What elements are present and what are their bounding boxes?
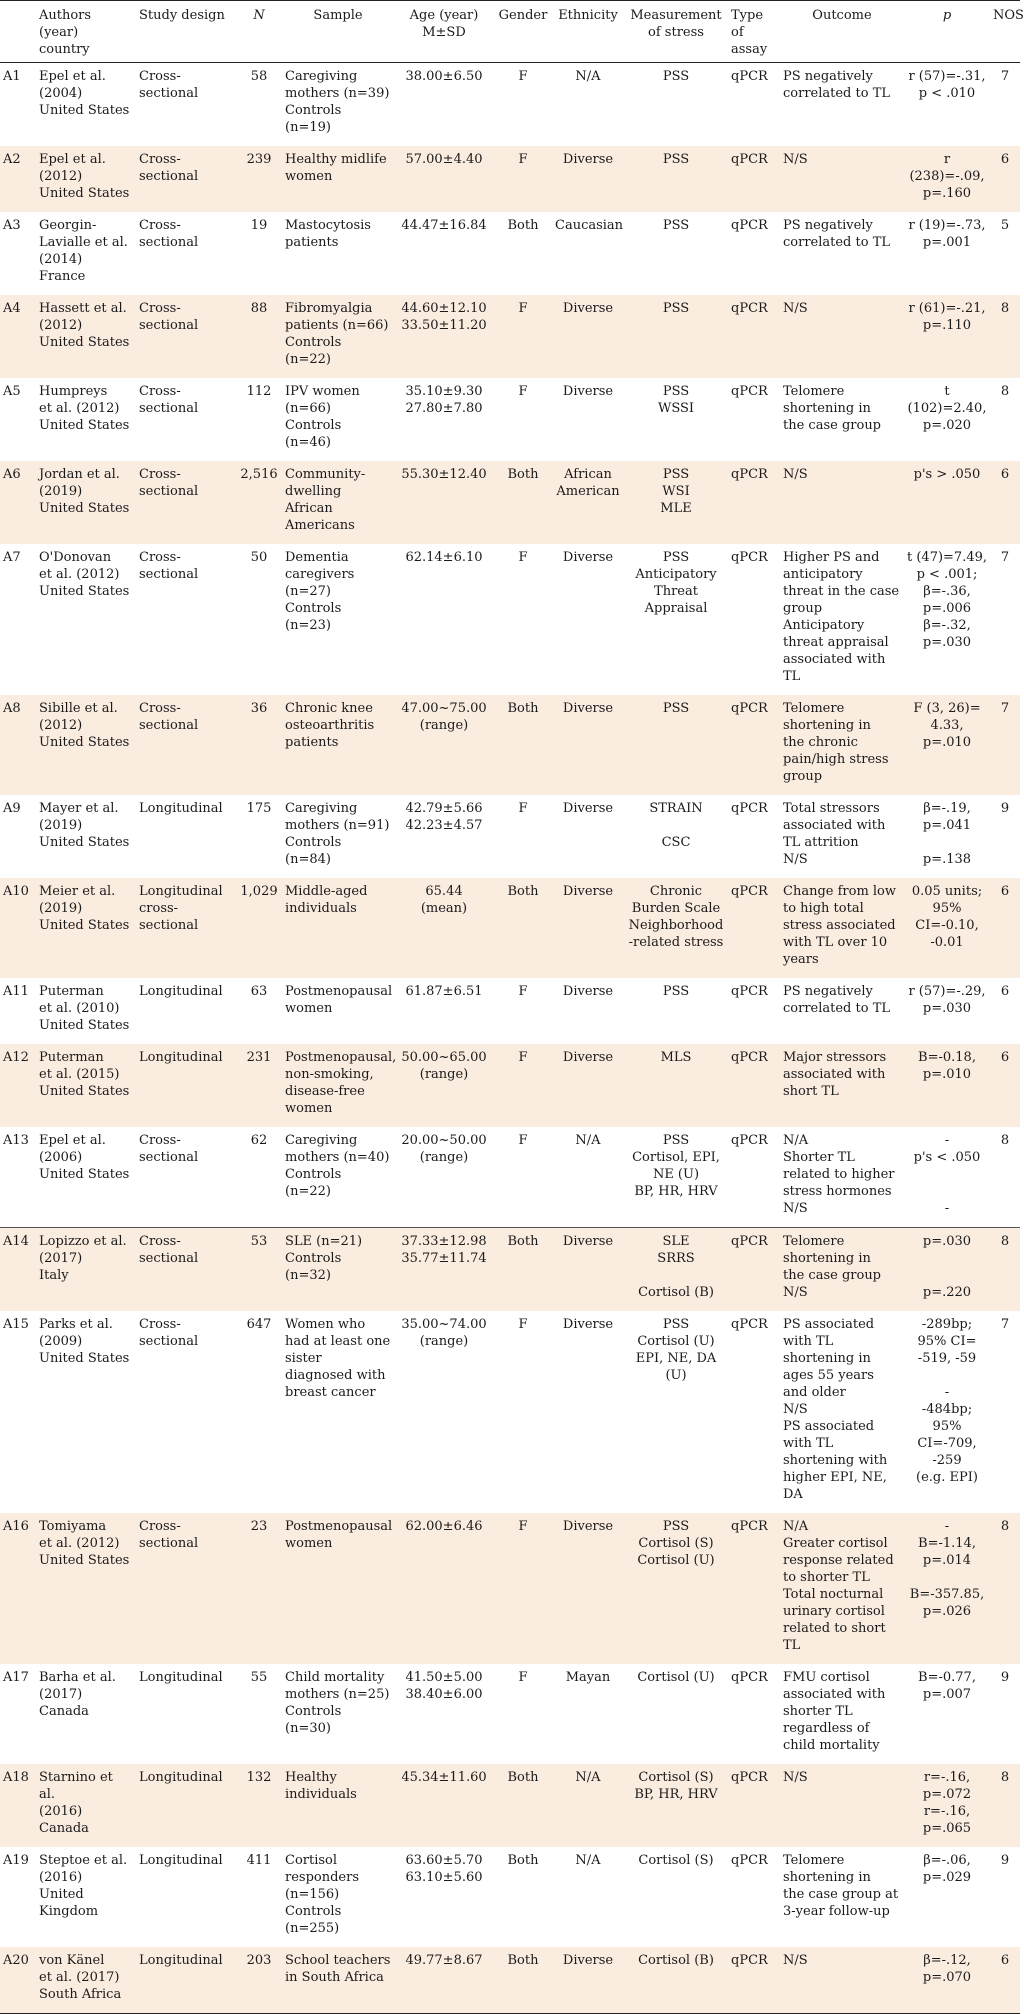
cell-p-value: 0.05 units; 95% CI=-0.10, -0.01 xyxy=(904,878,990,978)
cell-sample-size: 175 xyxy=(246,801,272,816)
table-row xyxy=(0,212,1020,295)
cell-authors: Epel et al. (2012) United States xyxy=(36,146,136,212)
cell-sample-size: 231 xyxy=(236,1044,282,1127)
cell-stress-measure: PSS xyxy=(624,146,728,212)
header-id xyxy=(0,1,36,63)
cell-sample: Mastocytosis patients xyxy=(285,218,371,250)
cell-sample-size: 2,516 xyxy=(236,461,282,544)
cell-gender: F xyxy=(518,550,528,565)
cell-nos-score: 7 xyxy=(1000,550,1010,565)
cell-ethnicity: Diverse xyxy=(552,146,624,212)
header-p: p xyxy=(904,1,990,63)
table-row xyxy=(0,146,1020,212)
cell-authors: Sibille et al. (2012) United States xyxy=(36,695,136,795)
cell-stress-measure: Cortisol (B) xyxy=(624,1947,728,2014)
cell-p-value: p=.030 p=.220 xyxy=(904,1228,990,1312)
cell-outcome: Higher PS and anticipatory threat in the case group Anticipatory threat appraisal associated with TL xyxy=(783,550,900,684)
cell-gender: Both xyxy=(494,1228,552,1312)
cell-age: 55.30±12.40 xyxy=(394,461,494,544)
cell-ethnicity: Diverse xyxy=(552,878,624,978)
cell-study-design: Longitudinal xyxy=(136,1764,236,1847)
cell-assay-type: qPCR xyxy=(728,1947,780,2014)
cell-gender: F xyxy=(494,295,552,378)
table-row xyxy=(0,978,1020,1044)
cell-p-value: r=-.16, p=.072 r=-.16, p=.065 xyxy=(904,1764,990,1847)
cell-sample-size: 63 xyxy=(250,984,268,999)
cell-p-value: r (57)=-.29, p=.030 xyxy=(908,984,986,1016)
cell-study-id: A11 xyxy=(3,984,29,999)
cell-nos-score: 7 xyxy=(1000,69,1010,84)
header-authors: Authors (year) country xyxy=(36,1,136,63)
cell-study-design: Longitudinal xyxy=(139,1670,223,1685)
cell-nos-score: 6 xyxy=(990,1947,1020,2014)
cell-ethnicity: Caucasian xyxy=(555,218,624,233)
cell-age: 45.34±11.60 xyxy=(394,1764,494,1847)
cell-outcome: Total stressors associated with TL attrition N/S xyxy=(783,801,886,867)
cell-study-id: A1 xyxy=(3,69,21,84)
cell-authors: Barha et al. (2017) Canada xyxy=(39,1670,116,1719)
cell-nos-score: 6 xyxy=(1000,984,1010,999)
cell-nos-score: 6 xyxy=(990,878,1020,978)
cell-age: 62.00±6.46 xyxy=(394,1513,494,1664)
table-row xyxy=(0,544,1020,695)
cell-stress-measure: PSS xyxy=(662,218,690,233)
cell-study-id: A8 xyxy=(0,695,36,795)
cell-authors: Puterman et al. (2010) United States xyxy=(39,984,130,1033)
cell-outcome: N/A Greater cortisol response related to shorter TL Total nocturnal urinary cortisol related to short TL xyxy=(780,1513,904,1664)
cell-sample-size: 239 xyxy=(236,146,282,212)
cell-gender: F xyxy=(518,801,528,816)
cell-stress-measure: PSS Cortisol (U) EPI, NE, DA (U) xyxy=(635,1317,717,1383)
cell-assay-type: qPCR xyxy=(728,1513,780,1664)
cell-ethnicity: Diverse xyxy=(562,1317,614,1332)
table-row xyxy=(0,63,1020,147)
cell-sample-size: 36 xyxy=(236,695,282,795)
cell-sample: Cortisol responders (n=156) Controls (n=255) xyxy=(285,1853,360,1936)
cell-assay-type: qPCR xyxy=(728,1044,780,1127)
header-nos: NOS xyxy=(990,1,1020,63)
cell-authors: Epel et al. (2006) United States xyxy=(39,1133,130,1182)
cell-study-design: Cross- sectional xyxy=(139,1317,199,1349)
cell-study-design: Longitudinal xyxy=(136,1947,236,2014)
cell-gender: F xyxy=(518,69,528,84)
cell-sample: Caregiving mothers (n=40) Controls (n=22) xyxy=(285,1133,390,1199)
cell-outcome: N/S xyxy=(780,146,904,212)
cell-age: 65.44 (mean) xyxy=(394,878,494,978)
cell-study-id: A16 xyxy=(0,1513,36,1664)
table-row xyxy=(0,1664,1020,1764)
cell-authors: Puterman et al. (2015) United States xyxy=(36,1044,136,1127)
cell-age: 47.00~75.00 (range) xyxy=(394,695,494,795)
cell-assay-type: qPCR xyxy=(731,218,768,233)
cell-authors: von Känel et al. (2017) South Africa xyxy=(36,1947,136,2014)
cell-study-id: A17 xyxy=(3,1670,29,1685)
cell-study-design: Cross- sectional xyxy=(139,69,199,101)
cell-stress-measure: PSS xyxy=(624,695,728,795)
cell-sample-size: 50 xyxy=(250,550,268,565)
cell-p-value: r (19)=-.73, p=.001 xyxy=(908,218,986,250)
cell-stress-measure: PSS Anticipatory Threat Appraisal xyxy=(635,550,717,616)
cell-sample: School teachers in South Africa xyxy=(282,1947,394,2014)
cell-p-value: r (61)=-.21, p=.110 xyxy=(904,295,990,378)
cell-age: 44.60±12.10 33.50±11.20 xyxy=(394,295,494,378)
table-row xyxy=(0,461,1020,544)
cell-ethnicity: Diverse xyxy=(562,550,614,565)
cell-sample: Community- dwelling African Americans xyxy=(282,461,394,544)
cell-outcome: N/S xyxy=(780,1947,904,2014)
cell-study-id: A13 xyxy=(3,1133,29,1148)
header-outcome: Outcome xyxy=(780,1,904,63)
cell-age: 63.60±5.70 63.10±5.60 xyxy=(405,1853,483,1885)
cell-study-id: A20 xyxy=(0,1947,36,2014)
table-row xyxy=(0,1764,1020,1847)
cell-nos-score: 8 xyxy=(990,1764,1020,1847)
cell-ethnicity: N/A xyxy=(575,1853,601,1868)
cell-age: 44.47±16.84 xyxy=(401,218,487,233)
cell-age: 42.79±5.66 42.23±4.57 xyxy=(405,801,483,833)
cell-sample-size: 19 xyxy=(250,218,268,233)
cell-study-design: Longitudinal xyxy=(139,801,223,816)
cell-gender: F xyxy=(518,1317,528,1332)
cell-sample-size: 112 xyxy=(246,384,272,399)
cell-study-id: A2 xyxy=(0,146,36,212)
cell-p-value: β=-.06, p=.029 xyxy=(922,1853,972,1885)
cell-sample: Dementia caregivers (n=27) Controls (n=23) xyxy=(285,550,355,633)
cell-sample-size: 62 xyxy=(250,1133,268,1148)
cell-p-value: β=-.12, p=.070 xyxy=(904,1947,990,2014)
table-row xyxy=(0,1947,1020,2014)
cell-ethnicity: African American xyxy=(552,461,624,544)
cell-ethnicity: Diverse xyxy=(562,384,614,399)
cell-nos-score: 8 xyxy=(1000,384,1010,399)
cell-study-design: Cross- sectional xyxy=(139,550,199,582)
header-age: Age (year) M±SD xyxy=(394,1,494,63)
cell-sample: Women who had at least one sister diagnosed with breast cancer xyxy=(285,1317,391,1400)
cell-ethnicity: Mayan xyxy=(565,1670,611,1685)
cell-gender: Both xyxy=(494,461,552,544)
table-row xyxy=(0,1847,1020,1947)
cell-ethnicity: Diverse xyxy=(552,1044,624,1127)
table-body xyxy=(0,63,1020,2014)
cell-outcome: PS negatively correlated to TL xyxy=(783,218,890,250)
cell-outcome: Telomere shortening in the case group xyxy=(783,384,882,433)
cell-sample: Healthy individuals xyxy=(282,1764,394,1847)
cell-nos-score: 8 xyxy=(990,295,1020,378)
cell-authors: Humpreys et al. (2012) United States xyxy=(39,384,130,433)
cell-ethnicity: N/A xyxy=(575,1133,601,1148)
cell-p-value: - B=-1.14, p=.014 B=-357.85, p=.026 xyxy=(904,1513,990,1664)
cell-age: 37.33±12.98 35.77±11.74 xyxy=(394,1228,494,1312)
cell-study-design: Cross- sectional xyxy=(139,384,199,416)
header-sample: Sample xyxy=(282,1,394,63)
table-row xyxy=(0,1228,1020,1312)
cell-nos-score: 8 xyxy=(990,1513,1020,1664)
cell-assay-type: qPCR xyxy=(728,878,780,978)
cell-study-design: Cross- sectional xyxy=(136,1228,236,1312)
cell-sample-size: 58 xyxy=(250,69,268,84)
cell-age: 41.50±5.00 38.40±6.00 xyxy=(405,1670,483,1702)
cell-sample: Middle-aged individuals xyxy=(282,878,394,978)
cell-sample-size: 647 xyxy=(246,1317,272,1332)
cell-gender: F xyxy=(518,1670,528,1685)
cell-study-design: Cross- sectional xyxy=(136,295,236,378)
cell-outcome: PS associated with TL shortening in ages 55 years and older N/S PS associated with TL shortening with higher EPI, NE, DA xyxy=(783,1317,888,1502)
cell-sample: Postmenopausal women xyxy=(285,984,393,1016)
cell-outcome: N/S xyxy=(780,1764,904,1847)
cell-study-id: A10 xyxy=(0,878,36,978)
cell-gender: F xyxy=(518,384,528,399)
cell-age: 20.00~50.00 (range) xyxy=(401,1133,487,1165)
cell-assay-type: qPCR xyxy=(728,461,780,544)
cell-outcome: N/A Shorter TL related to higher stress hormones N/S xyxy=(783,1133,895,1216)
cell-sample-size: 88 xyxy=(236,295,282,378)
cell-age: 50.00~65.00 (range) xyxy=(394,1044,494,1127)
cell-assay-type: qPCR xyxy=(728,1764,780,1847)
cell-nos-score: 6 xyxy=(990,146,1020,212)
cell-study-design: Longitudinal xyxy=(139,1853,223,1868)
cell-authors: Jordan et al. (2019) United States xyxy=(36,461,136,544)
cell-assay-type: qPCR xyxy=(731,384,768,399)
cell-age: 61.87±6.51 xyxy=(405,984,483,999)
cell-p-value: β=-.19, p=.041 p=.138 xyxy=(922,801,972,867)
cell-age: 62.14±6.10 xyxy=(405,550,483,565)
cell-assay-type: qPCR xyxy=(731,1317,768,1332)
cell-study-id: A5 xyxy=(3,384,21,399)
cell-outcome: PS negatively correlated to TL xyxy=(783,984,890,1016)
cell-nos-score: 9 xyxy=(1000,1670,1010,1685)
cell-authors: Hassett et al. (2012) United States xyxy=(36,295,136,378)
cell-gender: F xyxy=(494,1513,552,1664)
cell-stress-measure: PSS xyxy=(624,295,728,378)
cell-gender: Both xyxy=(494,1764,552,1847)
header-design: Study design xyxy=(136,1,236,63)
cell-sample-size: 23 xyxy=(236,1513,282,1664)
cell-p-value: r (57)=-.31, p < .010 xyxy=(908,69,986,101)
cell-stress-measure: MLS xyxy=(624,1044,728,1127)
cell-nos-score: 9 xyxy=(1000,1853,1010,1868)
cell-ethnicity: Diverse xyxy=(552,1513,624,1664)
cell-nos-score: 6 xyxy=(990,461,1020,544)
cell-assay-type: qPCR xyxy=(731,1133,768,1148)
cell-p-value: - p's < .050 - xyxy=(913,1133,981,1216)
cell-study-id: A14 xyxy=(0,1228,36,1312)
cell-sample-size: 132 xyxy=(236,1764,282,1847)
cell-ethnicity: N/A xyxy=(575,69,601,84)
cell-assay-type: qPCR xyxy=(731,801,768,816)
cell-nos-score: 6 xyxy=(990,1044,1020,1127)
cell-sample-size: 1,029 xyxy=(236,878,282,978)
cell-ethnicity: Diverse xyxy=(562,801,614,816)
cell-study-id: A15 xyxy=(3,1317,29,1332)
cell-study-id: A4 xyxy=(0,295,36,378)
cell-authors: Mayer et al. (2019) United States xyxy=(39,801,130,850)
cell-stress-measure: PSS xyxy=(662,69,690,84)
cell-p-value: t (102)=2.40, p=.020 xyxy=(907,384,987,433)
header-assay: Type of assay xyxy=(728,1,780,63)
cell-study-id: A9 xyxy=(3,801,21,816)
cell-study-id: A18 xyxy=(0,1764,36,1847)
cell-age: 35.10±9.30 27.80±7.80 xyxy=(405,384,483,416)
cell-sample: Caregiving mothers (n=91) Controls (n=84) xyxy=(285,801,390,867)
cell-gender: F xyxy=(494,146,552,212)
cell-sample: Postmenopausal women xyxy=(282,1513,394,1664)
table-row xyxy=(0,1513,1020,1664)
header-row xyxy=(0,1,1020,63)
cell-nos-score: 7 xyxy=(1000,1317,1010,1332)
cell-study-design: Cross- sectional xyxy=(136,146,236,212)
cell-study-design: Longitudinal xyxy=(139,984,223,999)
cell-study-id: A19 xyxy=(3,1853,29,1868)
cell-p-value: B=-0.77, p=.007 xyxy=(918,1670,976,1702)
cell-stress-measure: Chronic Burden Scale Neighborhood -related stress xyxy=(624,878,728,978)
cell-assay-type: qPCR xyxy=(731,69,768,84)
cell-assay-type: qPCR xyxy=(731,984,768,999)
table-row xyxy=(0,295,1020,378)
cell-study-design: Cross- sectional xyxy=(139,1133,199,1165)
cell-sample-size: 411 xyxy=(246,1853,272,1868)
cell-authors: Georgin- Lavialle et al. (2014) France xyxy=(39,218,128,284)
table-row xyxy=(0,1044,1020,1127)
cell-ethnicity: Diverse xyxy=(552,1947,624,2014)
cell-sample: Postmenopausal, non-smoking, disease-free women xyxy=(282,1044,394,1127)
cell-authors: Parks et al. (2009) United States xyxy=(39,1317,130,1366)
cell-study-id: A7 xyxy=(3,550,21,565)
cell-stress-measure: PSS WSSI xyxy=(657,384,695,416)
cell-outcome: N/S xyxy=(780,295,904,378)
cell-sample-size: 203 xyxy=(236,1947,282,2014)
cell-assay-type: qPCR xyxy=(728,695,780,795)
header-gender: Gender xyxy=(494,1,552,63)
cell-outcome: Major stressors associated with short TL xyxy=(780,1044,904,1127)
cell-ethnicity: Diverse xyxy=(562,984,614,999)
cell-study-design: Cross- sectional xyxy=(139,218,199,250)
cell-study-id: A3 xyxy=(3,218,21,233)
cell-sample: IPV women (n=66) Controls (n=46) xyxy=(285,384,360,450)
cell-assay-type: qPCR xyxy=(731,550,768,565)
cell-gender: F xyxy=(518,1133,528,1148)
table-row xyxy=(0,1127,1020,1228)
cell-assay-type: qPCR xyxy=(728,146,780,212)
cell-gender: Both xyxy=(494,695,552,795)
table-row xyxy=(0,1311,1020,1513)
cell-nos-score: 8 xyxy=(990,1228,1020,1312)
cell-age: 38.00±6.50 xyxy=(405,69,483,84)
cell-gender: F xyxy=(494,1044,552,1127)
cell-outcome: PS negatively correlated to TL xyxy=(783,69,890,101)
header-ethnicity: Ethnicity xyxy=(552,1,624,63)
cell-stress-measure: SLE SRRS Cortisol (B) xyxy=(624,1228,728,1312)
cell-nos-score: 5 xyxy=(1000,218,1010,233)
cell-p-value: B=-0.18, p=.010 xyxy=(904,1044,990,1127)
cell-authors: Tomiyama et al. (2012) United States xyxy=(36,1513,136,1664)
cell-gender: F xyxy=(518,984,528,999)
cell-authors: Epel et al. (2004) United States xyxy=(39,69,130,118)
cell-authors: Steptoe et al. (2016) United Kingdom xyxy=(39,1853,128,1919)
cell-gender: Both xyxy=(507,1853,539,1868)
cell-age: 35.00~74.00 (range) xyxy=(401,1317,487,1349)
header-measurement: Measurement of stress xyxy=(624,1,728,63)
cell-authors: Meier et al. (2019) United States xyxy=(36,878,136,978)
cell-assay-type: qPCR xyxy=(728,295,780,378)
cell-outcome: Telomere shortening in the case group N/S xyxy=(780,1228,904,1312)
cell-study-id: A6 xyxy=(0,461,36,544)
cell-assay-type: qPCR xyxy=(731,1853,768,1868)
cell-study-design: Longitudinal cross- sectional xyxy=(136,878,236,978)
header-n: N xyxy=(236,1,282,63)
cell-age: 49.77±8.67 xyxy=(394,1947,494,2014)
cell-sample: Child mortality mothers (n=25) Controls (n=30) xyxy=(285,1670,390,1736)
cell-gender: Both xyxy=(494,878,552,978)
cell-p-value: F (3, 26)= 4.33, p=.010 xyxy=(904,695,990,795)
cell-stress-measure: PSS Cortisol (S) Cortisol (U) xyxy=(624,1513,728,1664)
cell-p-value: r (238)=-.09, p=.160 xyxy=(904,146,990,212)
cell-outcome: FMU cortisol associated with shorter TL regardless of child mortality xyxy=(783,1670,886,1753)
cell-gender: Both xyxy=(494,1947,552,2014)
cell-outcome: Change from low to high total stress associated with TL over 10 years xyxy=(780,878,904,978)
cell-ethnicity: Diverse xyxy=(552,295,624,378)
cell-ethnicity: Diverse xyxy=(552,1228,624,1312)
cell-assay-type: qPCR xyxy=(731,1670,768,1685)
cell-outcome: Telomere shortening in the case group at 3-year follow-up xyxy=(783,1853,899,1919)
cell-nos-score: 9 xyxy=(1000,801,1010,816)
cell-sample: Healthy midlife women xyxy=(282,146,394,212)
cell-sample: SLE (n=21) Controls (n=32) xyxy=(282,1228,394,1312)
cell-sample: Fibromyalgia patients (n=66) Controls (n=22) xyxy=(282,295,394,378)
cell-study-id: A12 xyxy=(0,1044,36,1127)
cell-outcome: N/S xyxy=(780,461,904,544)
cell-study-design: Longitudinal xyxy=(136,1044,236,1127)
cell-p-value: -289bp; 95% CI= -519, -59 - -484bp; 95% CI=-709, -259 (e.g. EPI) xyxy=(916,1317,978,1485)
cell-authors: Starnino et al. (2016) Canada xyxy=(36,1764,136,1847)
cell-nos-score: 8 xyxy=(1000,1133,1010,1148)
cell-study-design: Cross- sectional xyxy=(136,695,236,795)
table-row xyxy=(0,695,1020,795)
cell-stress-measure: Cortisol (S) BP, HR, HRV xyxy=(624,1764,728,1847)
cell-ethnicity: N/A xyxy=(552,1764,624,1847)
cell-sample-size: 53 xyxy=(236,1228,282,1312)
cell-stress-measure: Cortisol (U) xyxy=(637,1670,715,1685)
cell-study-design: Cross- sectional xyxy=(136,1513,236,1664)
cell-p-value: t (47)=7.49, p < .001; β=-.36, p=.006 β=-.32, p=.030 xyxy=(907,550,988,650)
table-row xyxy=(0,878,1020,978)
cell-stress-measure: PSS xyxy=(662,984,690,999)
cell-assay-type: qPCR xyxy=(728,1228,780,1312)
cell-stress-measure: Cortisol (S) xyxy=(638,1853,714,1868)
cell-sample-size: 55 xyxy=(250,1670,268,1685)
cell-stress-measure: PSS Cortisol, EPI, NE (U) BP, HR, HRV xyxy=(632,1133,720,1199)
cell-stress-measure: PSS WSI MLE xyxy=(624,461,728,544)
cell-sample: Caregiving mothers (n=39) Controls (n=19) xyxy=(285,69,390,135)
cell-gender: Both xyxy=(507,218,539,233)
cell-sample: Chronic knee osteoarthritis patients xyxy=(282,695,394,795)
cell-study-design: Cross- sectional xyxy=(136,461,236,544)
cell-nos-score: 7 xyxy=(990,695,1020,795)
cell-stress-measure: STRAIN CSC xyxy=(649,801,703,850)
table-row xyxy=(0,378,1020,461)
cell-outcome: Telomere shortening in the chronic pain/high stress group xyxy=(780,695,904,795)
table-row xyxy=(0,795,1020,878)
cell-p-value: p's > .050 xyxy=(904,461,990,544)
cell-authors: Lopizzo et al. (2017) Italy xyxy=(36,1228,136,1312)
cell-authors: O'Donovan et al. (2012) United States xyxy=(39,550,130,599)
cell-ethnicity: Diverse xyxy=(552,695,624,795)
cell-age: 57.00±4.40 xyxy=(394,146,494,212)
